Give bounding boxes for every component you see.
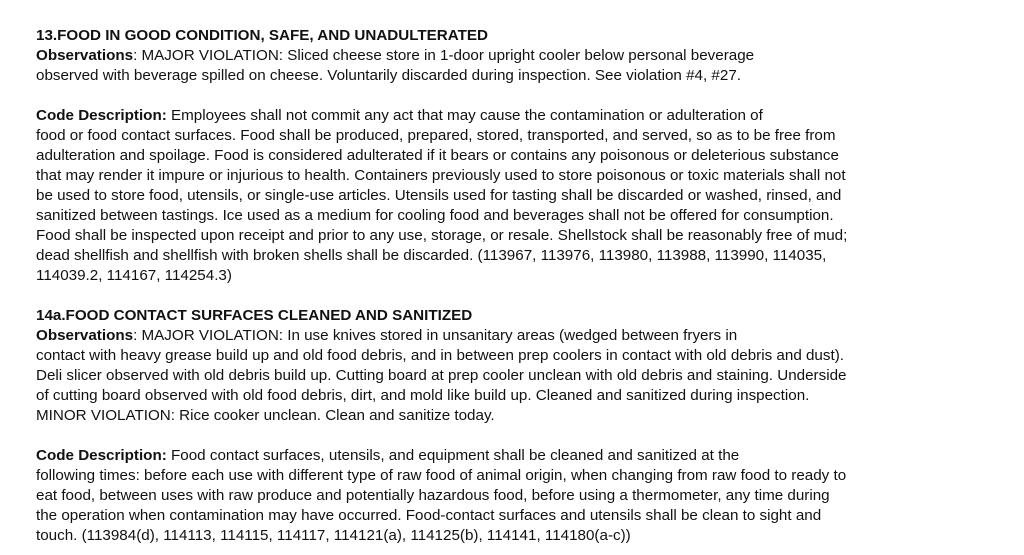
code-description-line: the operation when contamination may have occurred. Food-contact surfaces and utensils shall be clean to sight and [36,507,822,524]
observations-line: MINOR VIOLATION: Rice cooker unclean. Clean and sanitize today. [36,407,495,424]
code-description-line [36,446,986,466]
observations-text: : MAJOR VIOLATION: In use knives stored in unsanitary areas (wedged between fryers in [133,327,738,344]
observations-line [36,46,986,66]
violation-section-14a [36,306,986,546]
code-description-line: following times: before each use with different type of raw food of animal origin, when changing from raw food to ready to [36,467,847,484]
code-description-line: that may render it impure or injurious to health. Containers previously used to store poisonous or toxic materials shall not [36,167,846,184]
observations-line: Deli slicer observed with old debris build up. Cutting board at prep cooler unclean with old debris and staining. Underside [36,367,847,384]
code-description-label: Code Description: [36,447,167,464]
code-description-line: eat food, between uses with raw produce and potentially hazardous food, before using a thermometer, any time during [36,487,830,504]
observations-line [36,326,986,346]
code-description-block [36,446,986,546]
code-description-line: dead shellfish and shellfish with broken shells shall be discarded. (113967, 113976, 113980, 113988, 113990, 114035, [36,247,827,264]
code-description-line: 114039.2, 114167, 114254.3) [36,267,232,284]
observations-label: Observations [36,327,134,344]
observations-block [36,326,986,426]
code-description-line: adulteration and spoilage. Food is considered adulterated if it bears or contains any poisonous or deleterious substance [36,147,839,164]
observations-line: of cutting board observed with old food debris, dirt, and mold like build up. Cleaned and sanitized during inspection. [36,387,810,404]
section-title: 13.FOOD IN GOOD CONDITION, SAFE, AND UNADULTERATED [36,27,488,44]
code-description-line: Food shall be inspected upon receipt and prior to any use, storage, or resale. Shellstock shall be reasonably free of mud; [36,227,848,244]
observations-line: observed with beverage spilled on cheese. Voluntarily discarded during inspection. See violation #4, #27. [36,67,741,84]
code-description-line: be used to store food, utensils, or single-use articles. Utensils used for tasting shall be discarded or washed, rinsed, and [36,187,842,204]
observations-line: contact with heavy grease build up and old food debris, and in between prep coolers in contact with old debris and dust). [36,347,844,364]
spacer [36,286,986,306]
observations-block [36,46,986,86]
violation-section-13 [36,26,986,286]
code-description-block [36,106,986,286]
section-title: 14a.FOOD CONTACT SURFACES CLEANED AND SANITIZED [36,307,473,324]
observations-label: Observations [36,47,134,64]
observations-text: : MAJOR VIOLATION: Sliced cheese store in 1-door upright cooler below personal beverage [133,47,755,64]
code-description-line: food or food contact surfaces. Food shall be produced, prepared, stored, transported, and served, so as to be free from [36,127,836,144]
code-description-text: Employees shall not commit any act that may cause the contamination or adulteration of [166,107,763,124]
code-description-line [36,106,986,126]
code-description-line: touch. (113984(d), 114113, 114115, 114117, 114121(a), 114125(b), 114141, 114180(a-c)) [36,527,631,544]
code-description-label: Code Description: [36,107,167,124]
code-description-text: Food contact surfaces, utensils, and equipment shall be cleaned and sanitized at the [166,447,740,464]
spacer [36,86,986,106]
spacer [36,426,986,446]
inspection-report [36,26,986,546]
code-description-line: sanitized between tastings. Ice used as a medium for cooling food and beverages shall not be offered for consumption. [36,207,834,224]
